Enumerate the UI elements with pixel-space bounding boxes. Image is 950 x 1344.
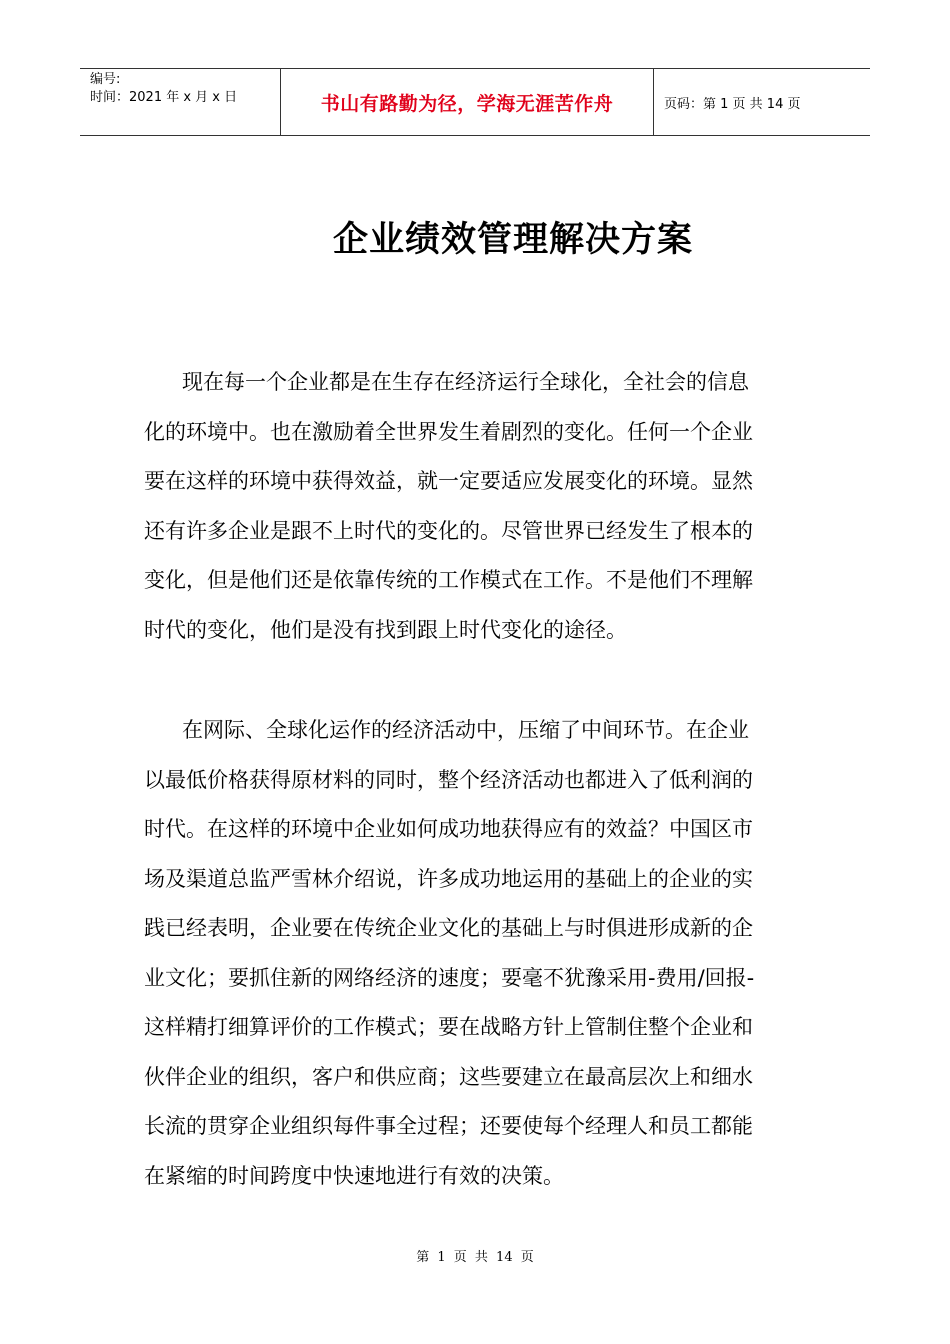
paragraph-1 xyxy=(144,358,794,655)
paragraph-line: 这样精打细算评价的工作模式；要在战略方针上管制住整个企业和 xyxy=(144,1015,753,1039)
document-header xyxy=(80,68,870,136)
paragraph-segment: 尽管世界已经发生了根本的 xyxy=(501,518,753,543)
paragraph-line: 践已经表明，企业要在传统企业文化的基础上与时俱进形成新的企 xyxy=(144,916,753,940)
paragraph-line: 时代的变化，他们是没有找到跟上时代变化的途径。 xyxy=(144,617,627,642)
header-motto: 书山有路勤为径，学海无涯苦作舟 xyxy=(281,69,654,135)
paragraph-line: 现在每一个企业都是在生存在经济运行全球化，全社会的信息 xyxy=(182,370,749,394)
paragraph-line: 时代。在这样的环境中企业如何成功地获得应有的效益？中国区市 xyxy=(144,817,753,841)
paragraph-line-mixed xyxy=(144,507,794,557)
paragraph-line: 长流的贯穿企业组织每件事全过程；还要使每个经理人和员工都能 xyxy=(144,1114,753,1138)
number-label: 编号: xyxy=(90,72,121,87)
paragraph-line: 场及渠道总监严雪林介绍说，许多成功地运用的基础上的企业的实 xyxy=(144,866,753,891)
paragraph-line: 变化，但是他们还是依靠传统的工作模式在工作。不是他们不理解 xyxy=(144,568,753,592)
paragraph-line: 要在这样的环境中获得效益，就一定要适应发展变化的环境。显然 xyxy=(144,469,753,493)
document-title: 企业绩效管理解决方案 xyxy=(332,219,693,260)
paragraph-line: 在紧缩的时间跨度中快速地进行有效的决策。 xyxy=(144,1163,564,1188)
paragraph-segment: 还有许多企业是跟不上时代的变化的。 xyxy=(144,518,501,543)
date-label: 时间：2021 年 x 月 x 日 xyxy=(90,90,238,105)
paragraph-line: 伙伴企业的组织，客户和供应商；这些要建立在最高层次上和细水 xyxy=(144,1064,753,1089)
paragraph-line: 化的环境中。也在激励着全世界发生着剧烈的变化。任何一个企业 xyxy=(144,419,753,444)
paragraph-2 xyxy=(144,706,794,1201)
paragraph-line: 业文化；要抓住新的网络经济的速度；要毫不犹豫采用-费用/回报- xyxy=(144,965,755,990)
paragraph-line: 在网际、全球化运作的经济活动中，压缩了中间环节。在企业 xyxy=(182,718,749,742)
header-meta xyxy=(80,69,281,135)
paragraph-line: 以最低价格获得原材料的同时，整个经济活动也都进入了低利润的 xyxy=(144,767,753,792)
page-footer: 第 1 页 共 14 页 xyxy=(416,1250,534,1265)
header-page-info: 页码：第 1 页 共 14 页 xyxy=(664,96,801,112)
